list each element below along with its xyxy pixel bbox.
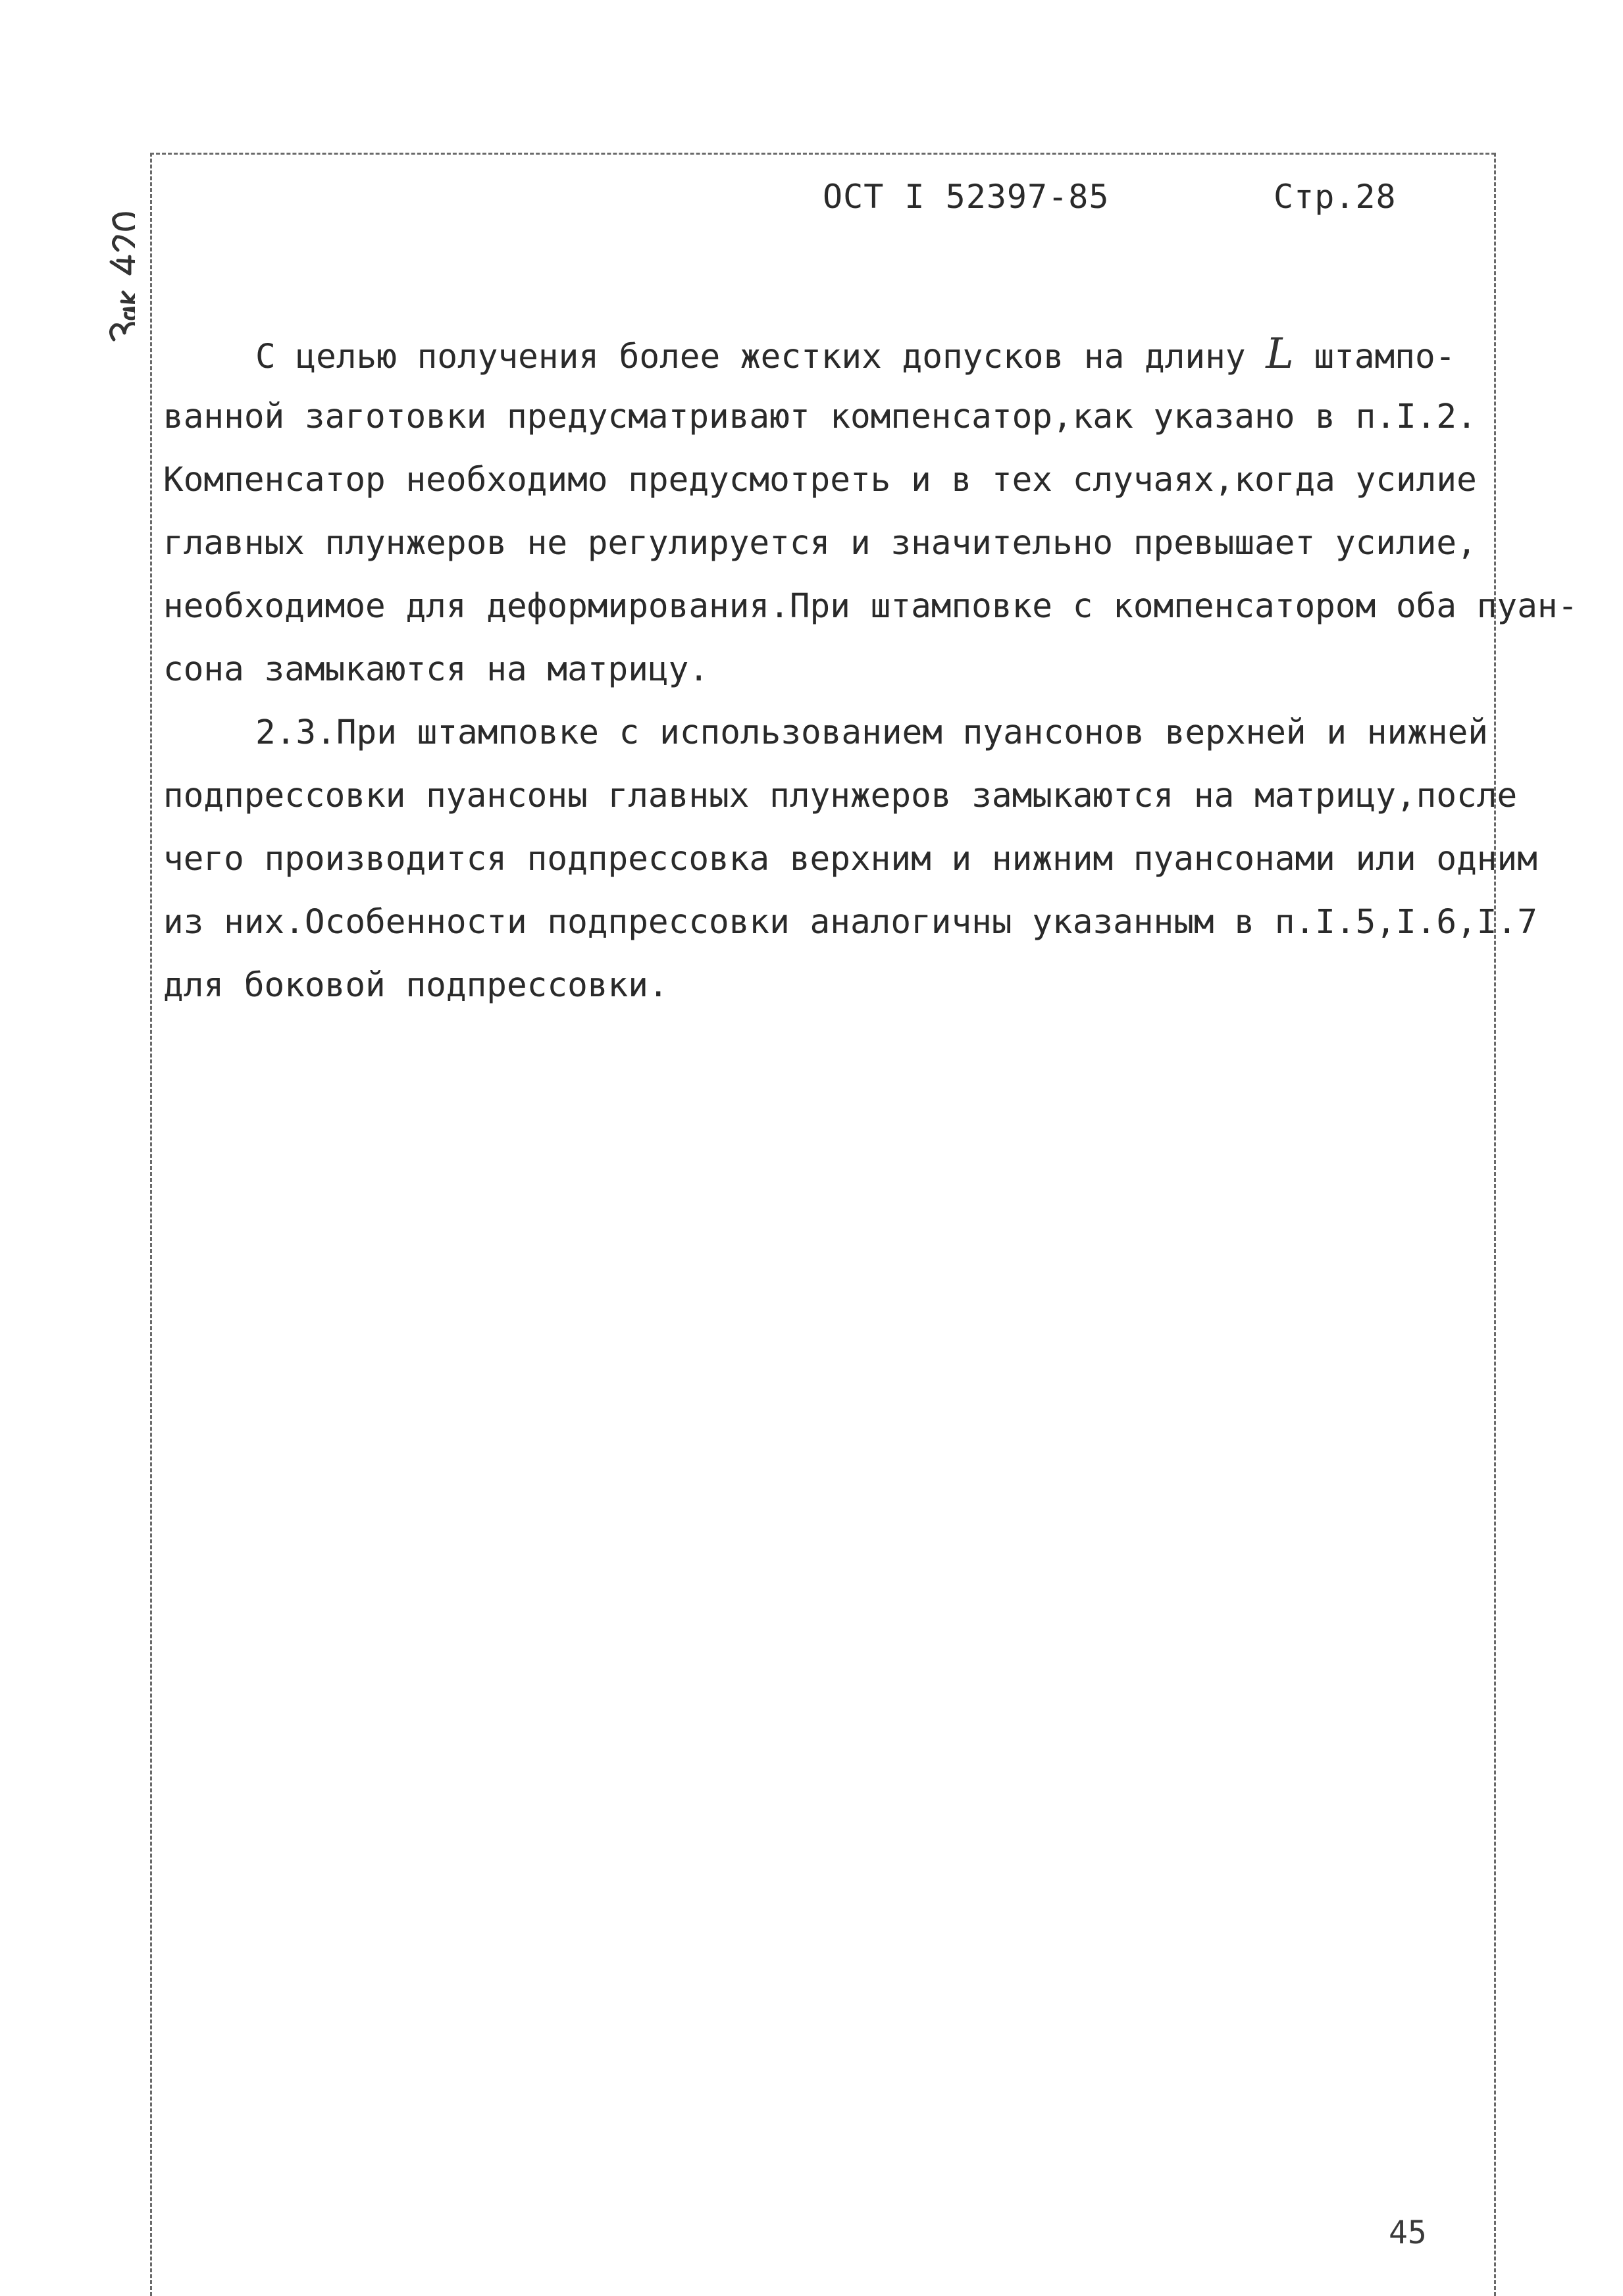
paragraph-1-line-4: главных плунжеров не регулируется и значительно превышает усилие,	[163, 524, 1477, 563]
body-text	[163, 322, 1578, 1017]
paragraph-1-line-5: необходимое для деформирования.При штамповке с компенсатором оба пуан-	[163, 587, 1578, 626]
text-run: штампо-	[1293, 338, 1456, 376]
frame-right-line	[1494, 153, 1496, 2296]
paragraph-2-line-3: чего производится подпрессовка верхним и нижним пуансонами или одним	[163, 840, 1537, 879]
handwritten-length-symbol: L	[1266, 330, 1294, 378]
page-number: 45	[1389, 2214, 1427, 2251]
frame-left-line	[150, 153, 152, 2296]
paragraph-2-line-4: из них.Особенности подпрессовки аналогичны указанным в п.I.5,I.6,I.7	[163, 903, 1537, 942]
text-run: С целью получения более жестких допусков на длину	[255, 338, 1266, 376]
handwritten-margin-note	[63, 171, 135, 349]
frame-top-line	[150, 153, 1495, 155]
paragraph-2-line-2: подпрессовки пуансоны главных плунжеров замыкаются на матрицу,после	[163, 777, 1518, 815]
paragraph-2-line-5: для боковой подпрессовки.	[163, 966, 669, 1005]
paragraph-2-line-1: 2.3.При штамповке с использованием пуансонов верхней и нижней	[255, 713, 1488, 752]
paragraph-1-line-3: Компенсатор необходимо предусмотреть и в тех случаях,когда усилие	[163, 461, 1477, 499]
sheet-number: Стр.28	[1274, 178, 1397, 216]
paragraph-1-line-1	[163, 322, 1486, 386]
standard-number: ОСТ I 52397-85	[823, 178, 1110, 216]
paragraph-1-line-6: сона замыкаются на матрицу.	[163, 650, 709, 689]
paragraph-1-line-2: ванной заготовки предусматривают компенсатор,как указано в п.I.2.	[163, 397, 1477, 436]
